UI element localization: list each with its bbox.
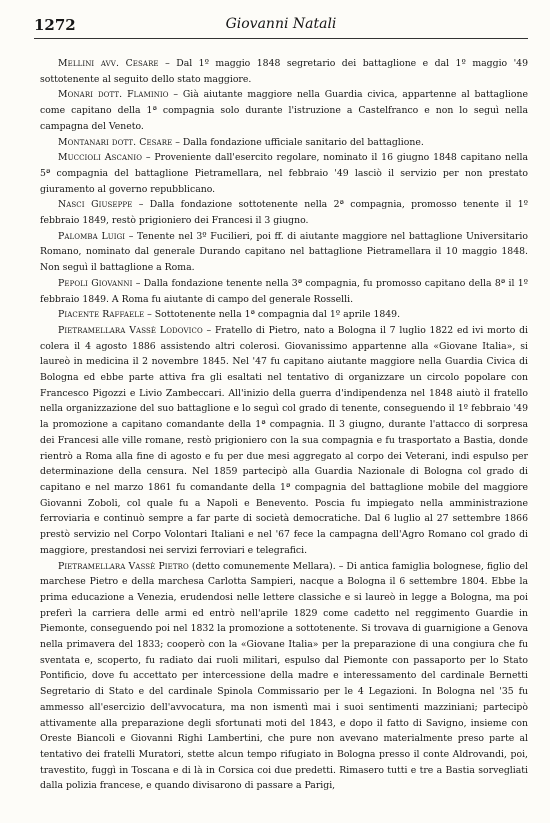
entry-name: Mellini avv. Cesare [58,58,159,69]
entry-name: Pietramellara Vassè Pietro [58,560,189,572]
entry-text: – Dalla fondazione tenente nella 3ª compagnia, fu promosso capitano della 8ª il 1º febbraio 1849. A Roma fu aiutante di campo del generale Rosselli. [40,277,529,305]
entry-mellini [40,56,528,87]
entry-pietramellara-pietro [40,559,528,795]
entry-text: – Tenente nel 3º Fucilieri, poi ff. di aiutante maggiore nel battaglione Universitario Romano, nominato dal generale Durando capitano nel battaglione Pietramellara il 10 maggio 1848. Non seguì il battaglione a Roma. [40,230,529,274]
entry-name: Palomba Luigi [58,230,126,242]
running-title: Giovanni Natali [225,16,337,32]
entry-text: (detto comunemente Mellara). – Di antica famiglia bolognese, figlio del marchese Pietro e della marchesa Carlotta Sampieri, nacque a Bologna il 6 settembre 1804. Ebbe la prima educazione a Venezia, erudendosi nelle lettere classiche e si laureò in legge a Bologna, ma poi preferì la carriera delle armi ed entrò nell'aprile 1829 come cadetto nel reggimento Guardie in Piemonte, conseguendo poi nel 1832 la promozione a sottotenente. Si trovava di guarnigione a Genova nella primavera del 1833; cooperò con la «Giovane Italia» per la preparazione di una congiura che fu sventata e, scoperto, fu radiato dai ruoli militari, espulso dal Piemonte con passaporto per lo Stato Pontificio, dove fu accettato per intercessione della madre e interessamento del cardinale Bernetti Segretario di Stato e del cardinale Spinola Commissario per le 4 Legazioni. In Bologna nel '35 fu ammesso all'esercizio dell'avvocatura, ma non ismentì mai i suoi sentimenti mazziniani; partecipò attivamente alla preparazione degli sfortunati moti del 1843, e dopo il fatto di Savigno, insieme con Oreste Biancoli e Giovanni Righi Lambertini, che pure non avevano materialmente preso parte al tentativo dei fratelli Muratori, stette alcun tempo rifugiato in Bologna presso il conte Aldrovandi, poi, travestito, fuggì in Toscana e di là in Corsica coi due predetti. Rimasero tutti e tre a Bastia sorvegliati dalla polizia francese, e quando divisarono di passare a Parigi, [40,560,528,792]
entry-text: – Sottotenente nella 1ª compagnia dal 1º aprile 1849. [144,309,401,321]
entry-pepoli [40,276,528,307]
entry-text: – Fratello di Pietro, nato a Bologna il 7 luglio 1822 ed ivi morto di colera il 4 agosto 1886 assistendo altri colerosi. Giovanissimo appartenne alla «Giovane Italia», si laureò in medicina il 2 novembre 1845. Nel '47 fu capitano aiutante maggiore nella Guardia Civica di Bologna ed ebbe parte attiva fra gli esaltati nel tentativo di organizzare un circolo popolare con Francesco Pigozzi e Livio Zambeccari. All'inizio della guerra d'indipendenza nel 1848 aiutò il fratello nella organizzazione del suo battaglione e lo seguì col grado di tenente, conseguendo il 1º febbraio '49 la promozione a capitano comandante della 1ª compagnia. Il 3 giugno, durante l'attacco di sorpresa dei Francesi alle ville romane, restò prigioniero con la sua compagnia e fu trasportato a Bastia, donde rientrò a Roma alla fine di agosto e fu per due mesi aggregato al corpo dei Veterani, indi espulso per determinazione della censura. Nel 1859 partecipò alla Guardia Nazionale di Bologna col grado di capitano e nel marzo 1861 fu comandante della 1ª compagnia del battaglione mobile del maggiore Giovanni Zoboli, col quale fu a Napoli e Benevento. Poscia fu impiegato nella amministrazione ferroviaria e continuò sempre a far parte di società democratiche. Dal 6 luglio al 27 settembre 1866 prestò servizio nel Corpo Volontari Italiani e nel '67 fece la campagna dell'Agro Romano col grado di maggiore, prestandosi nei servizi ferroviari e telegrafici. [40,324,528,556]
entry-name: Muccioli Ascanio [58,152,143,164]
entry-name: Montanari dott. Cesare [58,136,173,148]
entry-piacente [40,307,528,323]
entry-monari [40,87,528,134]
entry-pietramellara-lodovico [40,323,528,559]
entry-text: – Proveniente dall'esercito regolare, nominato il 16 giugno 1848 capitano nella 5ª compagnia del battaglione Pietramellara, nel febbraio '49 lasciò il servizio per non prestato giuramento al governo repubblicano. [40,152,528,195]
biographical-entries [40,56,528,794]
entry-name: Monari dott. Flaminio [58,89,169,101]
entry-name: Nasci Giuseppe [58,199,133,211]
entry-name: Piacente Raffaele [58,309,145,321]
entry-text: – Dal 1º maggio 1848 segretario dei battaglione e dal 1º maggio '49 sottotenente al seguito dello stato maggiore. [40,58,529,85]
page-number: 1272 [34,16,76,34]
entry-muccioli [40,150,528,197]
page-header [34,14,528,39]
entry-palomba [40,229,528,276]
entry-nasci [40,197,528,228]
entry-text: – Dalla fondazione ufficiale sanitario del battaglione. [172,136,424,148]
entry-text: – Dalla fondazione sottotenente nella 2ª compagnia, promosso tenente il 1º febbraio 1849, restò prigioniero dei Francesi il 3 giugno. [40,199,528,227]
entry-text: – Già aiutante maggiore nella Guardia civica, appartenne al battaglione come capitano della 1ª compagnia solo durante l'istruzione a Castelfranco e non lo seguì nella campagna del Veneto. [40,89,528,132]
entry-name: Pietramellara Vassè Lodovico [58,324,203,336]
entry-name: Pepoli Giovanni [58,277,133,289]
entry-montanari [40,135,528,151]
